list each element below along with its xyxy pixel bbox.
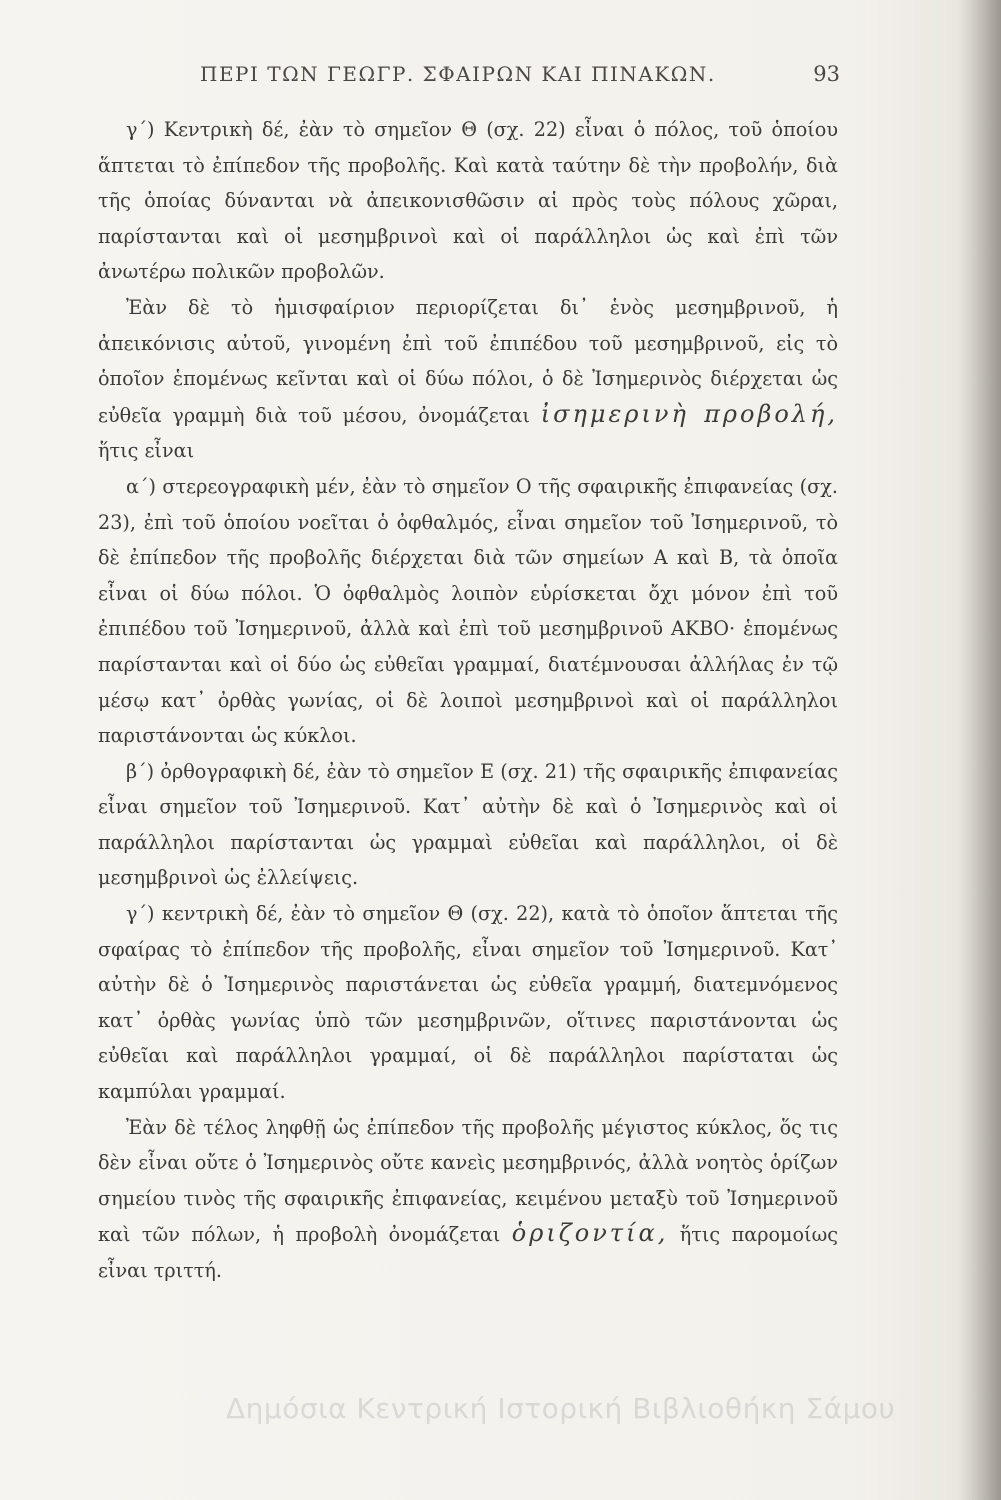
term-horizontal: ὁριζοντία, xyxy=(511,1219,669,1248)
paragraph-alpha-stereographic: α΄) στερεογραφικὴ μέν, ἐὰν τὸ σημεῖον Ο τῆς σφαιρικῆς ἐπιφανείας (σχ. 23), ἐπὶ τοῦ ὁποίου νοεῖται ὁ ὀφθαλμός, εἶναι σημεῖον τοῦ Ἰσημερινοῦ, τὸ δὲ ἐπίπεδον τῆς προβολῆς διέρχεται διὰ τῶν σημείων Α καὶ Β, τὰ ὁποῖα εἶναι οἱ δύω πόλοι. Ὁ ὀφθαλμὸς λοιπὸν εὑρίσκεται ὄχι μόνον ἐπὶ τοῦ ἐπιπέδου τοῦ Ἰσημερινοῦ, ἀλλὰ καὶ ἐπὶ τοῦ μεσημβρινοῦ ΑΚΒΟ· ἑπομένως παρίστανται καὶ οἱ δύο ὡς εὐθεῖαι γραμμαί, διατέμνουσαι ἀλλήλας ἐν τῷ μέσῳ κατ᾽ ὀρθὰς γωνίας, οἱ δὲ λοιποὶ μεσημβρινοὶ καὶ οἱ παράλληλοι παριστάνονται ὡς κύκλοι. xyxy=(98,474,838,748)
running-header xyxy=(200,62,840,86)
paragraph-text: ἥτις παρομοίως εἶναι τριττή. xyxy=(98,1223,838,1282)
paragraph-text: Ἐὰν δὲ τὸ ἡμισφαίριον περιορίζεται δι᾽ ἑνὸς μεσημβρινοῦ, ἡ ἀπεικόνισις αὐτοῦ, γινομένη ἐπὶ τοῦ ἐπιπέδου τοῦ μεσημβρινοῦ, εἰς τὸ ὁποῖον ἑπομένως κεῖνται καὶ οἱ δύω πόλοι, ὁ δὲ Ἰσημερινὸς διέρχεται ὡς εὐθεῖα γραμμὴ διὰ τοῦ μέσου, ὀνομάζεται xyxy=(98,295,838,427)
page-number: 93 xyxy=(813,62,840,86)
running-title: ΠΕΡΙ ΤΩΝ ΓΕΩΓΡ. ΣΦΑΙΡΩΝ ΚΑΙ ΠΙΝΑΚΩΝ. xyxy=(200,62,716,86)
paragraph-beta-orthographic: β΄) ὀρθογραφικὴ δέ, ἐὰν τὸ σημεῖον Ε (σχ. 21) τῆς σφαιρικῆς ἐπιφανείας εἶναι σημεῖον τοῦ Ἰσημερινοῦ. Κατ᾽ αὐτὴν δὲ καὶ ὁ Ἰσημερινὸς καὶ οἱ παράλληλοι παρίστανται ὡς γραμμαὶ εὐθεῖαι καὶ παράλληλοι, οἱ δὲ μεσημβρινοὶ ὡς ἐλλείψεις. xyxy=(98,759,838,890)
paragraph-horizontal-projection xyxy=(98,1110,838,1289)
paragraph-text: Ἐὰν δὲ τέλος ληφθῇ ὡς ἐπίπεδον τῆς προβολῆς μέγιστος κύκλος, ὅς τις δὲν εἶναι οὔτε ὁ Ἰσημερινὸς οὔτε κανεὶς μεσημβρινός, ἀλλὰ νοητὸς ὁρίζων σημείου τινὸς τῆς σφαιρικῆς ἐπιφανείας, κειμένου μεταξὺ τοῦ Ἰσημερινοῦ καὶ τῶν πόλων, ἡ προβολὴ ὀνομάζεται xyxy=(98,1115,838,1247)
term-equatorial-projection: ἰσημερινὴ προβολή, xyxy=(540,399,839,428)
paragraph-gamma-central: γ΄) κεντρικὴ δέ, ἐὰν τὸ σημεῖον Θ (σχ. 22), κατὰ τὸ ὁποῖον ἅπτεται τῆς σφαίρας τὸ ἐπίπεδον τῆς προβολῆς, εἶναι σημεῖον τοῦ Ἰσημερινοῦ. Κατ᾽ αὐτὴν δὲ ὁ Ἰσημερινὸς παριστάνεται ὡς εὐθεῖα γραμμή, διατεμνόμενος κατ᾽ ὀρθὰς γωνίας ὑπὸ τῶν μεσημβρινῶν, οἵτινες παριστάνονται ὡς εὐθεῖαι καὶ παράλληλοι γραμμαί, οἱ δὲ παράλληλοι παρίσταται ὡς καμπύλαι γραμμαί. xyxy=(98,902,838,1104)
paragraph-text: ἥτις εἶναι xyxy=(98,439,195,463)
paragraph-equatorial-projection xyxy=(98,290,838,469)
page-gutter-shadow xyxy=(959,0,1001,1500)
page-body xyxy=(98,112,838,1289)
paragraph-gamma-polar: γ΄) Κεντρικὴ δέ, ἐὰν τὸ σημεῖον Θ (σχ. 22) εἶναι ὁ πόλος, τοῦ ὁποίου ἅπτεται τὸ ἐπίπεδον τῆς προβολῆς. Καὶ κατὰ ταύτην δὲ τὴν προβολήν, διὰ τῆς ὁποίας δύνανται νὰ ἀπεικονισθῶσιν αἱ πρὸς τοὺς πόλους χῶραι, παρίστανται καὶ οἱ μεσημβρινοὶ καὶ οἱ παράλληλοι ὡς καὶ ἐπὶ τῶν ἀνωτέρω πολικῶν προβολῶν. xyxy=(98,118,838,284)
library-watermark: Δημόσια Κεντρική Ιστορική Βιβλιοθήκη Σάμου xyxy=(226,1392,896,1425)
